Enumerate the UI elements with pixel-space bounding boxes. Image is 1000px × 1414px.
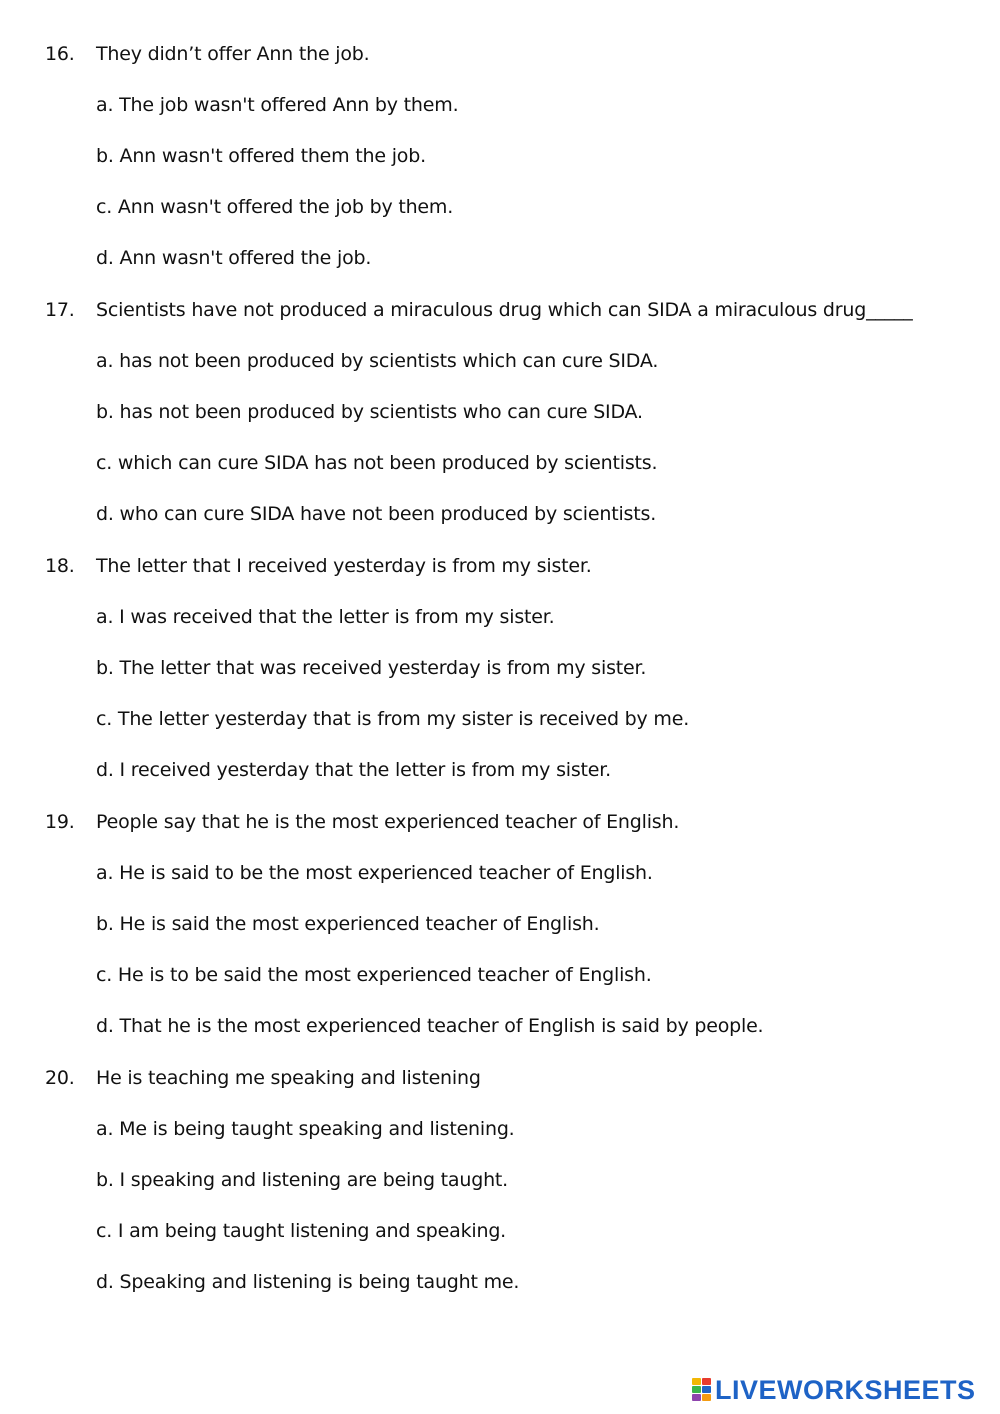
option-a[interactable]: a. has not been produced by scientists which can cure SIDA.	[96, 350, 659, 372]
option-b[interactable]: b. has not been produced by scientists who can cure SIDA.	[96, 401, 643, 423]
option-d[interactable]: d. Speaking and listening is being taught me.	[96, 1271, 520, 1293]
option-a[interactable]: a. Me is being taught speaking and listening.	[96, 1118, 515, 1140]
option-b[interactable]: b. The letter that was received yesterday is from my sister.	[96, 657, 647, 679]
option-d[interactable]: d. Ann wasn't offered the job.	[96, 247, 372, 269]
logo-text: LIVEWORKSHEETS	[715, 1375, 976, 1405]
question-number: 16.	[45, 43, 75, 65]
option-c[interactable]: c. Ann wasn't offered the job by them.	[96, 196, 454, 218]
question-prompt: They didn’t offer Ann the job.	[96, 43, 370, 65]
liveworksheets-logo-icon	[692, 1378, 712, 1402]
option-b[interactable]: b. I speaking and listening are being taught.	[96, 1169, 509, 1191]
question-prompt: He is teaching me speaking and listening	[96, 1067, 481, 1089]
option-d[interactable]: d. I received yesterday that the letter is from my sister.	[96, 759, 611, 781]
question-number: 18.	[45, 555, 75, 577]
option-a[interactable]: a. I was received that the letter is from my sister.	[96, 606, 555, 628]
question-prompt: Scientists have not produced a miraculous drug which can SIDA a miraculous drug_____	[96, 299, 913, 321]
option-a[interactable]: a. The job wasn't offered Ann by them.	[96, 94, 459, 116]
option-c[interactable]: c. The letter yesterday that is from my sister is received by me.	[96, 708, 690, 730]
question-prompt: People say that he is the most experienced teacher of English.	[96, 811, 680, 833]
liveworksheets-logo[interactable]	[692, 1374, 976, 1406]
option-a[interactable]: a. He is said to be the most experienced teacher of English.	[96, 862, 653, 884]
option-c[interactable]: c. which can cure SIDA has not been produced by scientists.	[96, 452, 658, 474]
question-number: 20.	[45, 1067, 75, 1089]
option-b[interactable]: b. Ann wasn't offered them the job.	[96, 145, 426, 167]
question-number: 19.	[45, 811, 75, 833]
option-c[interactable]: c. I am being taught listening and speaking.	[96, 1220, 507, 1242]
option-d[interactable]: d. That he is the most experienced teacher of English is said by people.	[96, 1015, 764, 1037]
option-c[interactable]: c. He is to be said the most experienced teacher of English.	[96, 964, 652, 986]
option-b[interactable]: b. He is said the most experienced teacher of English.	[96, 913, 600, 935]
question-prompt: The letter that I received yesterday is from my sister.	[96, 555, 592, 577]
option-d[interactable]: d. who can cure SIDA have not been produced by scientists.	[96, 503, 657, 525]
question-number: 17.	[45, 299, 75, 321]
